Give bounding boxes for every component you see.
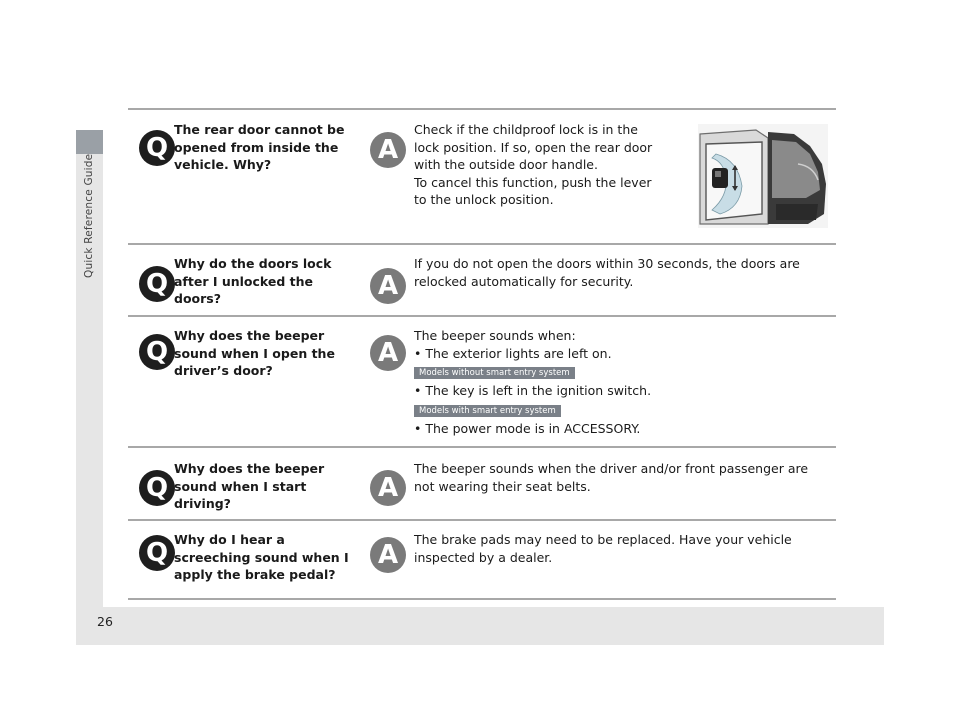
answer-text — [414, 460, 832, 495]
answer-line: The beeper sounds when the driver and/or front passenger are — [414, 461, 809, 476]
bullet-item: • The exterior lights are left on. — [414, 345, 612, 361]
answer-line: relocked automatically for security. — [414, 273, 634, 289]
answer-line: with the outside door handle. — [414, 157, 598, 172]
answer-a-icon: A — [370, 132, 406, 168]
bullet-item: • The power mode is in ACCESSORY. — [414, 420, 641, 436]
answer-a-icon: A — [370, 537, 406, 573]
page-number: 26 — [97, 614, 113, 629]
question-text: The rear door cannot be opened from inside the vehicle. Why? — [174, 122, 345, 172]
qa-row-beeper-door — [128, 317, 836, 446]
question-q-icon: Q — [139, 334, 175, 370]
answer-a-icon: A — [370, 268, 406, 304]
question-q-icon: Q — [139, 535, 175, 571]
question-q-icon: Q — [139, 266, 175, 302]
sidebar-label: Quick Reference Guide — [83, 154, 95, 279]
answer-line: not wearing their seat belts. — [414, 478, 591, 494]
footer-band — [76, 607, 884, 645]
question-text: Why do the doors lock after I unlocked the doors? — [174, 256, 332, 306]
answer-text — [414, 531, 832, 566]
answer-line: to the unlock position. — [414, 192, 554, 207]
answer-text — [414, 327, 832, 437]
bullet-item: • The key is left in the ignition switch. — [414, 383, 652, 398]
answer-line: inspected by a dealer. — [414, 549, 553, 565]
model-badge: Models without smart entry system — [414, 367, 575, 379]
answer-line: lock position. If so, open the rear door — [414, 139, 653, 155]
question-text: Why does the beeper sound when I open the driver’s door? — [174, 328, 335, 378]
question-text: Why do I hear a screeching sound when I apply the brake pedal? — [174, 532, 349, 582]
question-text: Why does the beeper sound when I start driving? — [174, 461, 325, 511]
answer-a-icon: A — [370, 335, 406, 371]
qa-row-brake-noise — [128, 521, 836, 598]
question-q-icon: Q — [139, 470, 175, 506]
answer-line: The brake pads may need to be replaced. Have your vehicle — [414, 532, 792, 547]
answer-text — [414, 121, 684, 209]
question-q-icon: Q — [139, 130, 175, 166]
answer-line: To cancel this function, push the lever — [414, 174, 652, 190]
answer-line: Check if the childproof lock is in the — [414, 122, 638, 137]
answer-line: If you do not open the doors within 30 seconds, the doors are — [414, 256, 800, 271]
bullet-text: The exterior lights are left on. — [425, 345, 612, 361]
qa-row-doors-lock — [128, 245, 836, 315]
sidebar-tab — [76, 130, 103, 154]
answer-text — [414, 255, 832, 290]
bullet-text: The power mode is in ACCESSORY. — [425, 420, 641, 436]
divider — [128, 598, 836, 600]
bullet-text: The key is left in the ignition switch. — [425, 383, 652, 398]
answer-a-icon: A — [370, 470, 406, 506]
answer-intro: The beeper sounds when: — [414, 328, 576, 343]
qa-row-beeper-driving — [128, 448, 836, 519]
qa-row-rear-door — [128, 110, 836, 243]
model-badge: Models with smart entry system — [414, 405, 561, 417]
childproof-lock-illustration — [698, 124, 828, 228]
